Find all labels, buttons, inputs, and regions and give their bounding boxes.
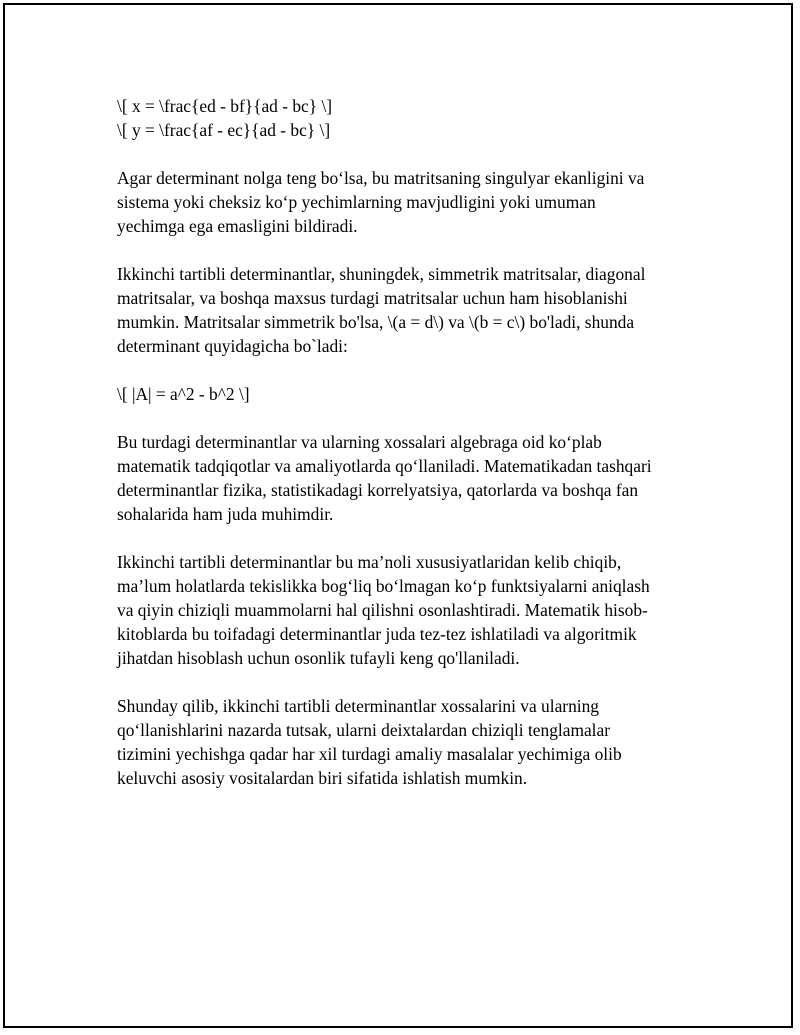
text-line: sistema yoki cheksiz ko‘p yechimlarning mavjudligini yoki umuman [117,192,596,212]
text-line: qo‘llanishlarini nazarda tutsak, ularni deixtalardan chiziqli tenglamalar [117,720,611,740]
text-line: matematik tadqiqotlar va amaliyotlarda qo‘llaniladi. Matematikadan tashqari [117,456,652,476]
text-line: mumkin. Matritsalar simmetrik bo'lsa, \(a = d\) va \(b = c\) bo'ladi, shunda [117,312,635,332]
text-line: yechimga ega emasligini bildiradi. [117,216,358,236]
text-line: Ikkinchi tartibli determinantlar bu ma’noli xususiyatlaridan kelib chiqib, [117,552,622,572]
formula-line: \[ |A| = a^2 - b^2 \] [117,384,250,404]
text-line: kitoblarda bu toifadagi determinantlar juda tez-tez ishlatiladi va algoritmik [117,624,637,644]
formula-line: \[ y = \frac{af - ec}{ad - bc} \] [117,120,331,140]
text-line: determinant quyidagicha bo`ladi: [117,336,348,356]
paragraph [117,262,707,358]
text-line: sohalarida ham juda muhimdir. [117,504,334,524]
text-line: Shunday qilib, ikkinchi tartibli determinantlar xossalarini va ularning [117,696,600,716]
text-line: ma’lum holatlarda tekislikka bog‘liq bo‘lmagan ko‘p funktsiyalarni aniqlash [117,576,650,596]
text-line: tizimini yechishga qadar har xil turdagi amaliy masalalar yechimiga olib [117,744,622,764]
text-line: Bu turdagi determinantlar va ularning xossalari algebraga oid ko‘plab [117,432,602,452]
text-line: keluvchi asosiy vositalardan biri sifatida ishlatish mumkin. [117,768,528,788]
text-line: va qiyin chiziqli muammolarni hal qilishni osonlashtiradi. Matematik hisob- [117,600,648,620]
formula-block [117,94,707,142]
formula-line: \[ x = \frac{ed - bf}{ad - bc} \] [117,96,333,116]
paragraph [117,166,707,238]
document-body [117,94,707,814]
text-line: Ikkinchi tartibli determinantlar, shuningdek, simmetrik matritsalar, diagonal [117,264,646,284]
text-line: determinantlar fizika, statistikadagi korrelyatsiya, qatorlarda va boshqa fan [117,480,639,500]
paragraph [117,430,707,526]
text-line: jihatdan hisoblash uchun osonlik tufayli keng qo'llaniladi. [117,648,520,668]
paragraph [117,550,707,670]
text-line: Agar determinant nolga teng bo‘lsa, bu matritsaning singulyar ekanligini va [117,168,645,188]
text-line: matritsalar, va boshqa maxsus turdagi matritsalar uchun ham hisoblanishi [117,288,628,308]
paragraph [117,694,707,790]
formula-block [117,382,707,406]
